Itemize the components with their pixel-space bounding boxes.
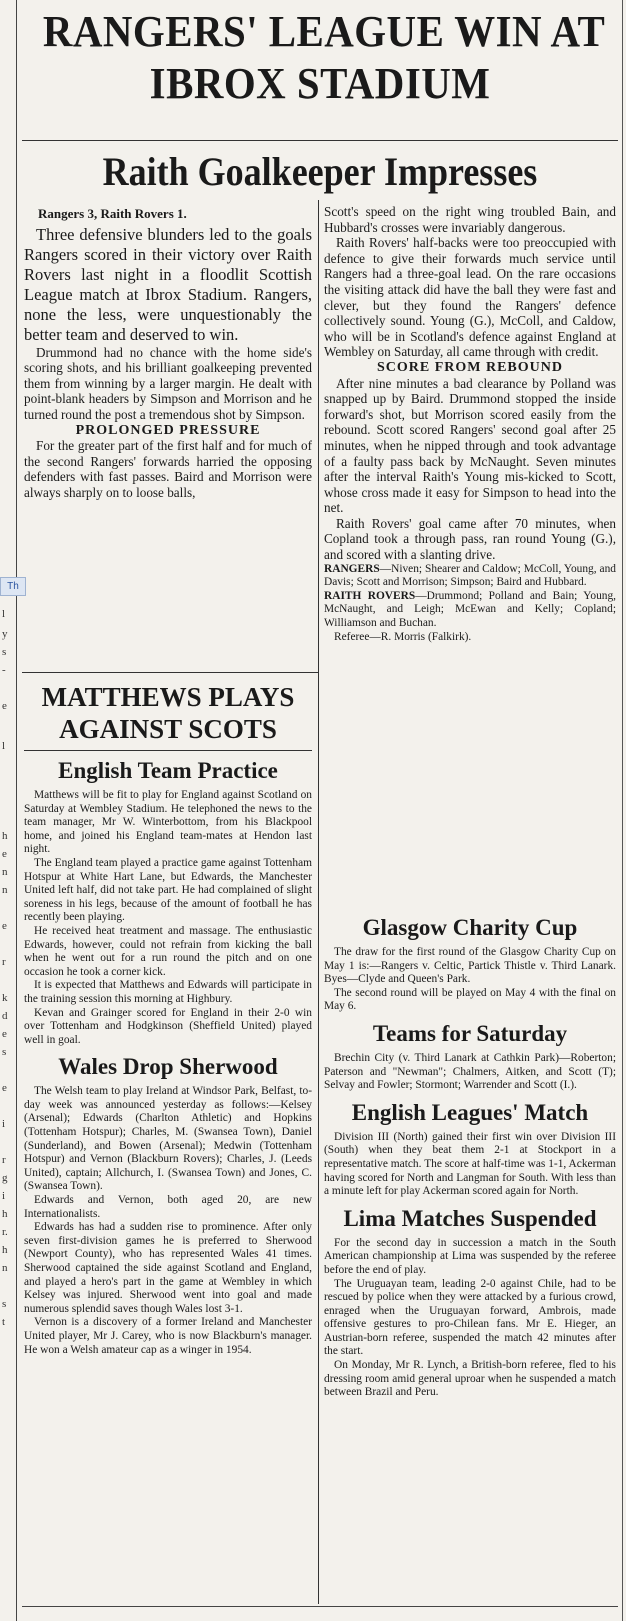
margin-fragment: l (2, 740, 6, 752)
margin-fragment: h (2, 1208, 8, 1220)
margin-fragment: d (2, 1010, 8, 1022)
margin-fragment: h (2, 1244, 8, 1256)
margin-fragment: n (2, 1262, 8, 1274)
rangers-players: —Niven; Shearer and Caldow; McColl, Young, and Davis; Scott and Morrison; Simpson; Baird and Hubbard. (324, 562, 616, 589)
article-paragraph: Edwards and Vernon, both aged 20, are new Internationalists. (24, 1194, 312, 1220)
article-paragraph: Raith Rovers' half-backs were too preoccupied with defence to give their forwards much service until Rangers had a three-goal lead. On the rare occasions the visiting attack did have the ball they were fast and clever, but they found the Rangers' defence collectively sound. Young (G.), McColl, and Caldow, who will be in Scotland's defence against England at Wembley on Saturday, all came through with credit. (324, 235, 616, 360)
article-paragraph: After nine minutes a bad clearance by Polland was snapped up by Baird. Drummond stopped the inside forward's shot, but Morrison scored easily from the rebound. Scott scored Rangers' second goal after 25 minutes, when he nipped through and took advantage of a faulty pass back by McNaught. Seven minutes after the interval Raith's Young mis-kicked to Scott, whose cross made it easy for Simpson to head into the net. (324, 375, 616, 516)
headline-line-2: IBROX STADIUM (149, 59, 491, 108)
article-paragraph: Raith Rovers' goal came after 70 minutes, when Copland took a through pass, ran round Young (G.), and scored with a slanting drive. (324, 515, 616, 563)
margin-fragment: e (2, 1082, 7, 1094)
margin-fragment: t (2, 1316, 6, 1328)
article-paragraph: He received heat treatment and massage. The enthusiastic Edwards, however, could not refrain from kicking the ball when he went out for a run round the pitch and on one occasion he took a corner kick. (24, 924, 312, 978)
article-paragraph: For the greater part of the first half and for much of the second Rangers' forwards harried the opposing defenders with fast passes. Baird and Morrison were always sharply on to loose balls, (24, 438, 312, 500)
raith-players: —Drummond; Polland and Bain; Young, McNaught, and Leigh; McEwan and Kelly; Copland; Williamson and Buchan. (324, 589, 616, 630)
rangers-article-col1 (24, 204, 312, 670)
margin-fragment: e (2, 848, 7, 860)
margin-fragment: g (2, 1172, 8, 1184)
wales-headline: Wales Drop Sherwood (58, 1054, 278, 1080)
article-paragraph: Drummond had no chance with the home side's scoring shots, and his brilliant goalkeeping prevented them from winning by a larger margin. He dealt with point-blank headers by Simpson and Morrison and he turned round the post a tremendous shot by Simpson. (24, 344, 312, 422)
referee-line: Referee—R. Morris (Falkirk). (334, 630, 472, 643)
margin-fragment: e (2, 1028, 7, 1040)
margin-fragment: s (2, 1298, 7, 1310)
article-paragraph: The England team played a practice game against Tottenham Hotspur at White Hart Lane, but Edwards, the Manchester United left half, did not take part. He had complained of slight soreness in his legs, because of the amount of football he has recently been playing. (24, 856, 312, 924)
margin-fragment: k (2, 992, 8, 1004)
margin-fragment: n (2, 866, 8, 878)
match-byline: Rangers 3, Raith Rovers 1. (38, 206, 187, 221)
margin-fragment: s (2, 1046, 7, 1058)
section-rule (22, 672, 318, 673)
article-paragraph: Vernon is a discovery of a former Ireland and Manchester United player, Mr J. Carey, who is now Blackburn's manager. He won a Welsh amateur cap as a winger in 1954. (24, 1316, 312, 1356)
margin-fragment: s (2, 646, 7, 658)
rangers-lineup (324, 563, 616, 590)
matthews-headline-1: MATTHEWS PLAYS (41, 682, 295, 712)
matthews-wales-col (24, 676, 312, 1602)
crosshead-score-from-rebound: SCORE FROM REBOUND (376, 359, 563, 375)
article-paragraph: Kevan and Grainger scored for England in their 2-0 win over Tottenham and Hodgkinson (Sheffield United) played well in goal. (24, 1006, 312, 1046)
article-paragraph: Division III (North) gained their first win over Division III (South) when they beat them 2-1 at Stockport in a representative match. The score at half-time was 1-1, Ackerman having scored for North and Langman for South. With less than a minute left for play Ackerman scored again for North. (324, 1130, 616, 1198)
article-paragraph: For the second day in succession a match in the South American championship at Lima was suspended by the referee before the end of play. (324, 1236, 616, 1276)
matthews-headline-2: AGAINST SCOTS (59, 714, 277, 744)
margin-fragment: i (2, 1118, 6, 1130)
teams-saturday-headline: Teams for Saturday (372, 1020, 568, 1046)
raith-lineup (324, 590, 616, 631)
margin-fragment: h (2, 830, 8, 842)
rangers-article-col2 (324, 204, 616, 904)
margin-fragment: l (2, 608, 6, 620)
margin-fragment: r (2, 956, 6, 968)
article-paragraph: Scott's speed on the right wing troubled Bain, and Hubbard's crosses were invariably dangerous. (324, 204, 616, 235)
article-paragraph: Edwards has had a sudden rise to prominence. After only seven first-division games he is preferred to Sherwood (Newport County), who has represented Wales 41 times. Sherwood captained the side against Scotland and England, and played a hero's part in the game at Wembley in which Kelsey was injured. Sherwood went into goal and made numerous splendid saves though Wales lost 3-1. (24, 1221, 312, 1315)
margin-fragment: y (2, 628, 8, 640)
english-leagues-headline: English Leagues' Match (351, 1099, 589, 1125)
article-paragraph: It is expected that Matthews and Edwards will participate in the training session this morning at Highbury. (24, 979, 312, 1005)
margin-fragment: r (2, 1154, 6, 1166)
margin-fragment: n (2, 884, 8, 896)
headline-rule (22, 140, 618, 141)
article-paragraph: The second round will be played on May 4 with the final on May 6. (324, 986, 616, 1013)
margin-fragment: e (2, 920, 7, 932)
rangers-label: RANGERS (324, 562, 380, 575)
headline-line-1: RANGERS' LEAGUE WIN AT (42, 7, 606, 56)
section-rule (24, 750, 312, 751)
column-divider (318, 200, 319, 1604)
subheadline: Raith Goalkeeper Impresses (102, 149, 538, 194)
margin-fragment: - (2, 664, 6, 676)
article-paragraph: On Monday, Mr R. Lynch, a British-born referee, fled to his dressing room amid general uproar when he suspended a match between Brazil and Peru. (324, 1359, 616, 1399)
article-paragraph: The Welsh team to play Ireland at Windsor Park, Belfast, to-day week was announced yesterday as follows:—Kelsey (Arsenal); Edwards (Charlton Athletic) and Hopkins (Tottenham Hotspur); Charles, M. (Swansea Town), Daniel (Sunderland), and Bowen (Arsenal); Medwin (Tottenham Hotspur) and Vernon (Blackburn Rovers); Charles, J. (Leeds United), captain; Allchurch, I. (Swansea Town) and Jones, C. (Swansea Town). (24, 1085, 312, 1193)
crosshead-prolonged-pressure: PROLONGED PRESSURE (75, 422, 261, 438)
margin-tab[interactable]: Th (0, 577, 26, 596)
article-paragraph: Brechin City (v. Third Lanark at Cathkin Park)—Roberton; Paterson and "Newman"; Chalmers, Aitken, and Scott (T); Selvay and Fowler; Stormont; Warrender and Scott (I.). (324, 1051, 616, 1092)
matthews-subheadline: English Team Practice (58, 758, 278, 783)
article-paragraph: The draw for the first round of the Glasgow Charity Cup on May 1 is:—Rangers v. Celtic, Partick Thistle v. Third Lanark. Byes—Clyde and Queen's Park. (324, 946, 616, 986)
raith-label: RAITH ROVERS (324, 589, 416, 602)
article-lead: Three defensive blunders led to the goals Rangers scored in their victory over Raith Rovers last night in a floodlit Scottish League match at Ibrox Stadium. Rangers, none the less, were unquestionably the better team and deserved to win. (24, 224, 312, 344)
charity-cup-headline: Glasgow Charity Cup (362, 915, 578, 940)
lima-headline: Lima Matches Suspended (343, 1205, 597, 1231)
column2-lower (324, 908, 616, 1602)
main-headline (42, 6, 606, 110)
team-lineups (324, 563, 616, 645)
left-margin-strip (0, 0, 17, 1621)
bottom-rule (22, 1606, 618, 1607)
article-paragraph: Matthews will be fit to play for England against Scotland on Saturday at Wembley Stadium. He telephoned the news to the team manager, Mr W. Winterbottom, from his Blackpool home, and joined his England team-mates at Hendon last night. (24, 789, 312, 856)
margin-fragment: r. (2, 1226, 8, 1238)
right-edge-rule (622, 0, 623, 1621)
margin-fragment: e (2, 700, 7, 712)
margin-fragment: i (2, 1190, 6, 1202)
article-paragraph: The Uruguayan team, leading 2-0 against Chile, had to be rescued by police when they were attacked by a furious crowd, enraged when the Uruguayan forward, Ambrois, made offensive gestures to pro-Chilean fans. Mr E. Hieger, an Austrian-born referee, suspended the match 42 minutes after the start. (324, 1277, 616, 1358)
